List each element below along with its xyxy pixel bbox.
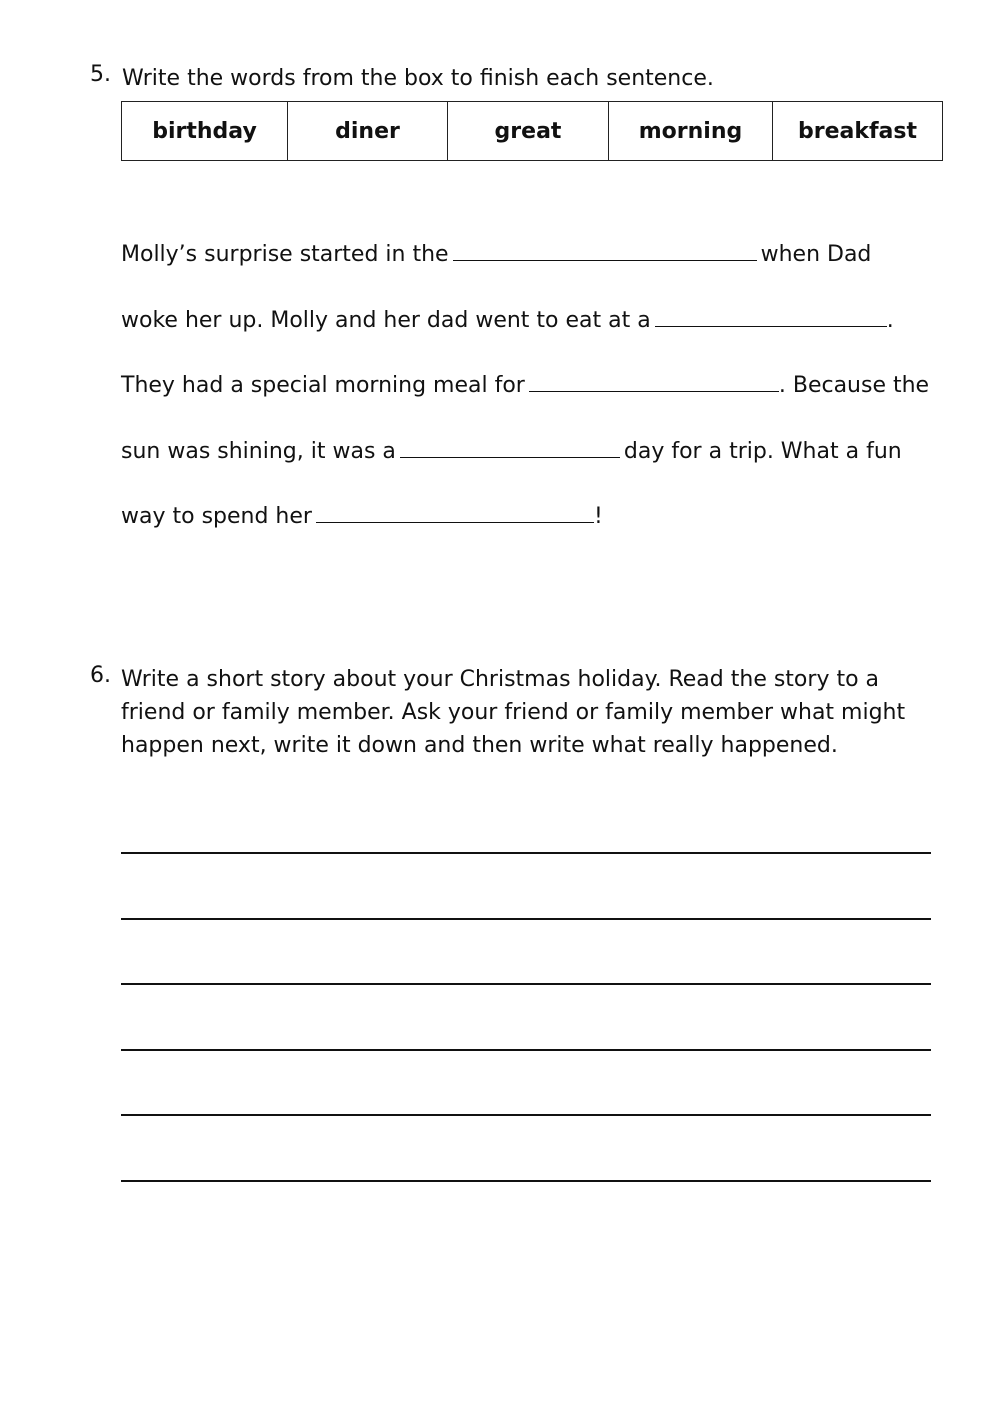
sentence-text: ! <box>593 504 603 529</box>
answer-writing-line[interactable] <box>121 1180 931 1182</box>
sentence-text: sun was shining, it was a <box>121 439 396 464</box>
answer-blank[interactable] <box>529 369 779 392</box>
sentence-text: . Because the <box>778 373 930 398</box>
sentence-text: woke her up. Molly and her dad went to eat at a <box>121 308 651 333</box>
sentence-text: They had a special morning meal for <box>121 373 525 398</box>
question-6-number: 6. <box>90 663 111 688</box>
answer-blank[interactable] <box>316 500 594 523</box>
word-box-cell: morning <box>609 102 773 161</box>
instruction-line: friend or family member. Ask your friend or family member what might <box>121 700 906 725</box>
word-box-cell: breakfast <box>773 102 943 161</box>
answer-writing-line[interactable] <box>121 1114 931 1116</box>
instruction-line: happen next, write it down and then write what really happened. <box>121 733 838 758</box>
answer-writing-line[interactable] <box>121 983 931 985</box>
word-box-cell: great <box>448 102 609 161</box>
question-6-instruction <box>121 663 921 762</box>
sentence-text: way to spend her <box>121 504 312 529</box>
answer-writing-line[interactable] <box>121 852 931 854</box>
sentence-line-2 <box>121 304 894 336</box>
word-box-cell: birthday <box>122 102 288 161</box>
instruction-line: Write a short story about your Christmas holiday. Read the story to a <box>121 667 880 692</box>
answer-blank[interactable] <box>400 435 620 458</box>
word-box <box>121 101 943 161</box>
sentence-line-1 <box>121 238 871 270</box>
word-box-cell: diner <box>288 102 448 161</box>
sentence-line-4 <box>121 435 902 467</box>
sentence-text: day for a trip. What a fun <box>623 439 902 464</box>
answer-blank[interactable] <box>453 238 757 261</box>
sentence-line-3 <box>121 369 929 401</box>
sentence-text: when Dad <box>760 242 872 267</box>
answer-writing-line[interactable] <box>121 918 931 920</box>
question-5-instruction: Write the words from the box to finish each sentence. <box>122 66 714 91</box>
sentence-line-5 <box>121 500 603 532</box>
question-5-number: 5. <box>90 62 111 87</box>
answer-writing-line[interactable] <box>121 1049 931 1051</box>
sentence-text: Molly’s surprise started in the <box>121 242 449 267</box>
answer-blank[interactable] <box>655 304 887 327</box>
sentence-text: . <box>886 308 894 333</box>
